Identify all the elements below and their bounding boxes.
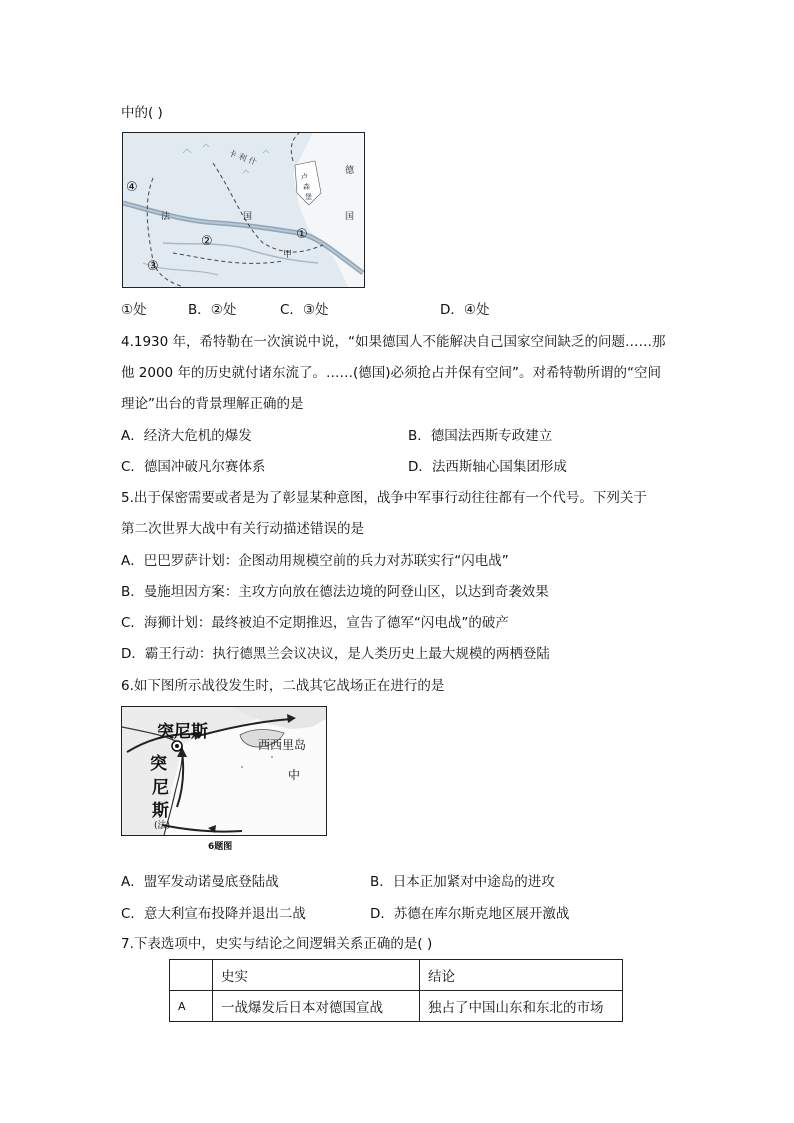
q4-option-a: A．经济大危机的爆发 (121, 428, 252, 444)
marker-2: ② (201, 234, 213, 249)
table-header-fact: 史实 (213, 960, 420, 991)
map1-france-2: 国 (243, 212, 253, 222)
q6-stem: 6.如下图所示战役发生时，二战其它战场正在进行的是 (121, 678, 445, 694)
q3-map (122, 132, 365, 288)
marker-4: ④ (126, 180, 138, 195)
q6-option-c: C．意大利宣布投降并退出二战 (121, 906, 306, 922)
q3-option-c: C．③处 (280, 302, 329, 318)
q4-line-1: 4.1930 年，希特勒在一次演说中说，“如果德国人不能解决自己国家空间缺乏的问题……那 (121, 334, 666, 350)
map2-sea: 中 (288, 768, 301, 782)
q5-option-c: C．海狮计划：最终被迫不定期推迟，宣告了德军“闪电战”的破产 (121, 615, 509, 631)
map2-city: 突尼斯 (157, 722, 208, 742)
map1-top-label: 卡 利 什 (227, 148, 258, 167)
q4-line-2: 他 2000 年的历史就付诸东流了。……(德国)必须抢占并保有空间”。对希特勒所谓的“空间 (121, 365, 661, 381)
map1-france-1: 法 (161, 212, 171, 222)
q3-option-a: ①处 (121, 302, 147, 318)
q5-line-1: 5.出于保密需要或者是为了彰显某种意图，战争中军事行动往往都有一个代号。下列关于 (121, 490, 647, 506)
q5-option-d: D．霸王行动：执行德黑兰会议决议，是人类历史上最大规模的两栖登陆 (121, 646, 550, 662)
q3-option-d: D．④处 (440, 302, 490, 318)
map1-jia: 甲 (283, 250, 293, 260)
q6-option-a: A．盟军发动诺曼底登陆战 (121, 874, 279, 890)
q6-map-drawing (122, 707, 326, 835)
table-header-empty (170, 960, 213, 991)
map1-germany-2: 国 (345, 212, 355, 222)
q4-line-3: 理论”出台的背景理解正确的是 (121, 396, 304, 412)
q5-option-a: A．巴巴罗萨计划：企图动用规模空前的兵力对苏联实行“闪电战” (121, 553, 509, 569)
marker-1: ① (296, 227, 308, 242)
q6-option-b: B．日本正加紧对中途岛的进攻 (370, 874, 555, 890)
table-header-conclusion: 结论 (420, 960, 623, 991)
q7-table (169, 959, 623, 1022)
q5-line-2: 第二次世界大战中有关行动描述错误的是 (121, 521, 364, 537)
table-header-row (170, 960, 623, 991)
q3-stem-end: 中的( ) (121, 105, 163, 121)
map1-germany-1: 德 (345, 166, 355, 176)
map2-country-1: 突 (150, 754, 167, 774)
q7-stem: 7.下表选项中，史实与结论之间逻辑关系正确的是( ) (121, 936, 433, 952)
map2-country-note: (法) (154, 821, 171, 831)
q3-option-b: B．②处 (188, 302, 237, 318)
q4-option-b: B．德国法西斯专政建立 (408, 428, 553, 444)
table-row (170, 991, 623, 1022)
marker-3: ③ (147, 259, 159, 274)
map1-luxembourg-1: 卢 (301, 173, 308, 181)
map2-country-3: 斯 (152, 801, 169, 821)
q6-map (121, 706, 327, 836)
q3-map-drawing (123, 133, 364, 287)
table-cell-conclusion: 独占了中国山东和东北的市场 (420, 991, 623, 1022)
table-cell-fact: 一战爆发后日本对德国宣战 (213, 991, 420, 1022)
map2-country-2: 尼 (152, 778, 169, 798)
q4-option-d: D．法西斯轴心国集团形成 (408, 459, 567, 475)
q5-option-b: B．曼施坦因方案：主攻方向放在德法边境的阿登山区，以达到奇袭效果 (121, 584, 549, 600)
map1-luxembourg-2: 森 (303, 183, 310, 191)
q6-map-caption: 6题图 (208, 842, 233, 852)
q4-option-c: C．德国冲破凡尔赛体系 (121, 459, 266, 475)
table-cell-option: A (170, 991, 213, 1022)
map1-luxembourg-3: 堡 (305, 193, 312, 201)
q6-option-d: D．苏德在库尔斯克地区展开激战 (370, 906, 570, 922)
map2-island: 西西里岛 (258, 738, 307, 752)
